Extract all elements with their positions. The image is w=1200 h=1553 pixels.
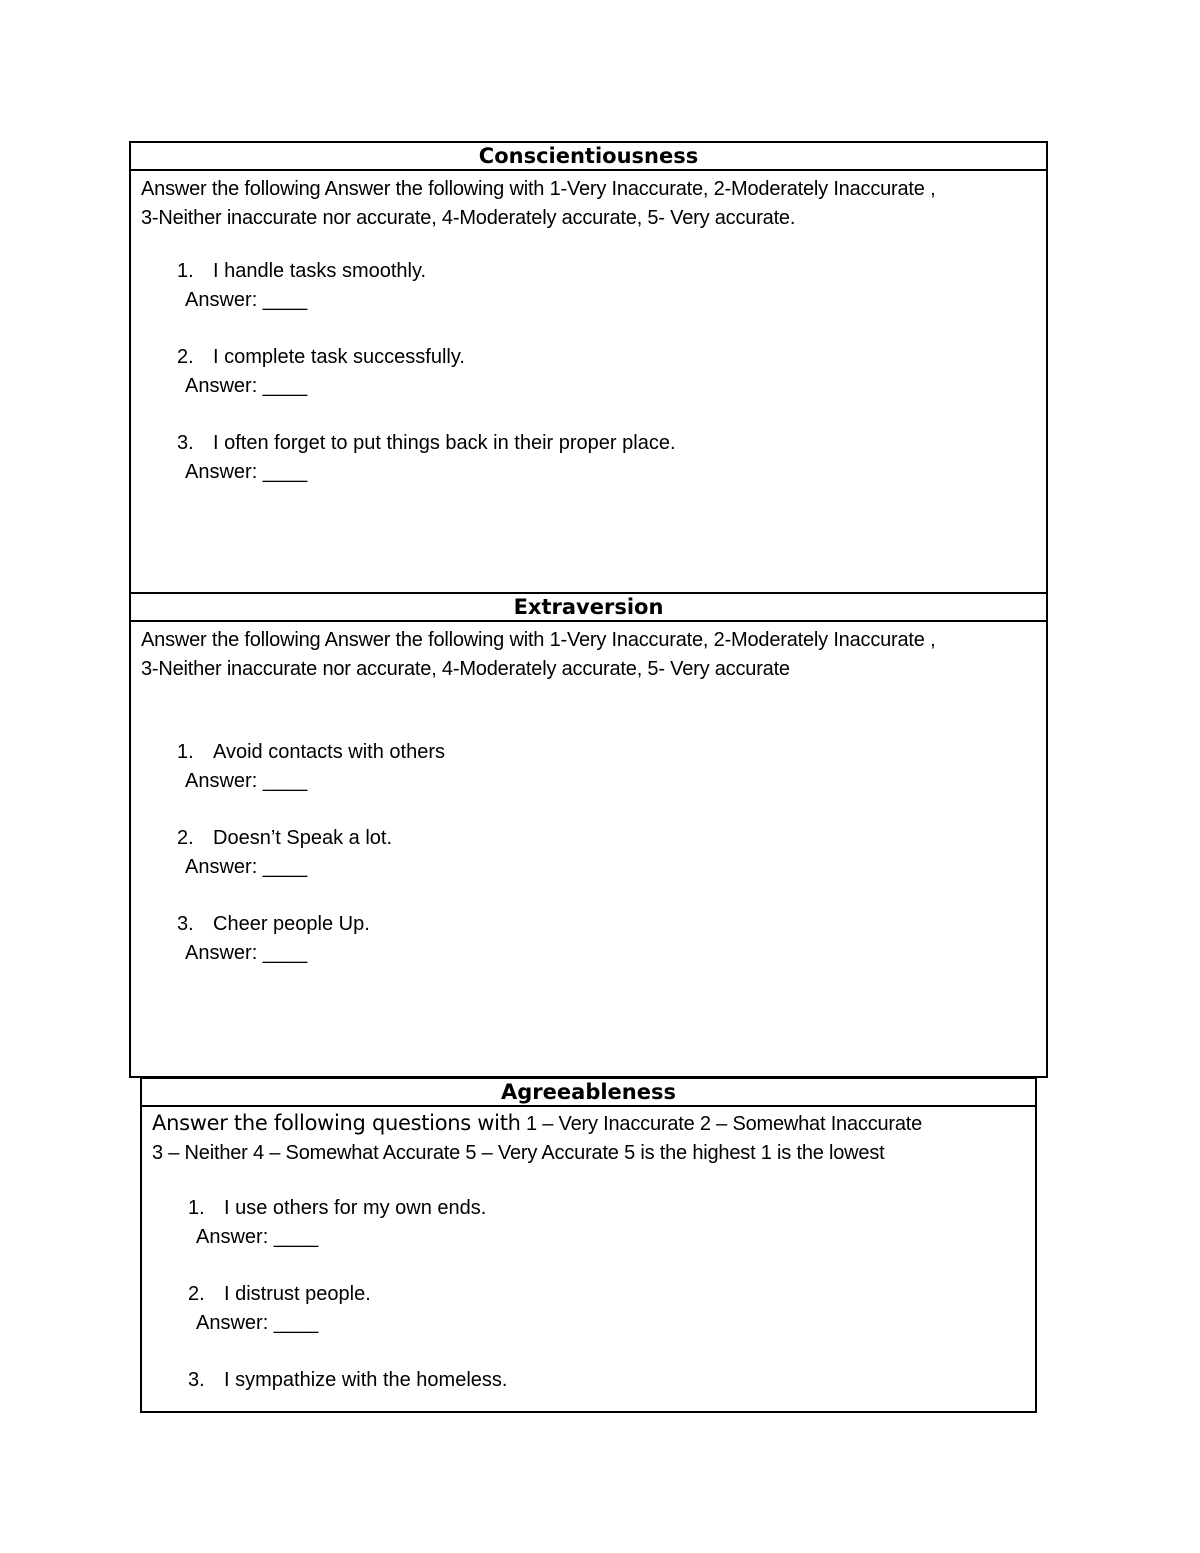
section-instructions — [142, 1107, 1035, 1168]
answer-blank[interactable]: Answer: ____ — [196, 1226, 319, 1248]
instruction-lead: Answer the following questions with — [152, 1111, 521, 1135]
section-instructions — [131, 171, 1046, 233]
question-text: I often forget to put things back in their proper place. — [213, 432, 676, 454]
answer-blank[interactable]: Answer: ____ — [185, 461, 308, 483]
agreeableness-section — [140, 1077, 1037, 1413]
question-text: I complete task successfully. — [213, 346, 465, 368]
question-item — [177, 429, 676, 487]
question-number: 1. — [177, 741, 194, 763]
answer-blank[interactable]: Answer: ____ — [185, 856, 308, 878]
question-item — [188, 1194, 486, 1252]
instruction-line: 3 – Neither 4 – Somewhat Accurate 5 – Very Accurate 5 is the highest 1 is the lowest — [152, 1142, 885, 1164]
answer-blank[interactable]: Answer: ____ — [185, 942, 308, 964]
instruction-line: 3-Neither inaccurate nor accurate, 4-Moderately accurate, 5- Very accurate. — [141, 207, 796, 229]
question-text: I use others for my own ends. — [224, 1197, 487, 1219]
question-number: 2. — [188, 1283, 205, 1305]
question-item — [188, 1366, 507, 1395]
question-text: I handle tasks smoothly. — [213, 260, 427, 282]
question-number: 2. — [177, 346, 194, 368]
question-item — [177, 738, 445, 796]
extraversion-section — [129, 592, 1048, 1078]
answer-blank[interactable]: Answer: ____ — [185, 375, 308, 397]
question-item — [188, 1280, 371, 1338]
question-number: 3. — [177, 913, 194, 935]
question-number: 1. — [177, 260, 194, 282]
section-title: Agreeableness — [142, 1079, 1035, 1107]
question-number: 2. — [177, 827, 194, 849]
question-text: Cheer people Up. — [213, 913, 370, 935]
question-text: Avoid contacts with others — [213, 741, 445, 763]
section-title: Conscientiousness — [131, 143, 1046, 171]
answer-blank[interactable]: Answer: ____ — [185, 289, 308, 311]
question-item — [177, 257, 426, 315]
section-title: Extraversion — [131, 594, 1046, 622]
question-item — [177, 824, 392, 882]
question-text: Doesn’t Speak a lot. — [213, 827, 392, 849]
conscientiousness-section — [129, 141, 1048, 594]
instruction-line: Answer the following Answer the following with 1-Very Inaccurate, 2-Moderately Inaccurate , — [141, 178, 936, 200]
instruction-line: 3-Neither inaccurate nor accurate, 4-Moderately accurate, 5- Very accurate — [141, 658, 790, 680]
question-number: 3. — [188, 1369, 205, 1391]
instruction-line: Answer the following Answer the following with 1-Very Inaccurate, 2-Moderately Inaccurate , — [141, 629, 936, 651]
section-instructions — [131, 622, 1046, 684]
instruction-rest: 1 – Very Inaccurate 2 – Somewhat Inaccurate — [526, 1113, 923, 1135]
question-item — [177, 343, 465, 401]
question-number: 1. — [188, 1197, 205, 1219]
answer-blank[interactable]: Answer: ____ — [196, 1312, 319, 1334]
answer-blank[interactable]: Answer: ____ — [185, 770, 308, 792]
question-number: 3. — [177, 432, 194, 454]
question-item — [177, 910, 370, 968]
instruction-line — [152, 1109, 1035, 1139]
question-text: I sympathize with the homeless. — [224, 1369, 508, 1391]
question-text: I distrust people. — [224, 1283, 371, 1305]
